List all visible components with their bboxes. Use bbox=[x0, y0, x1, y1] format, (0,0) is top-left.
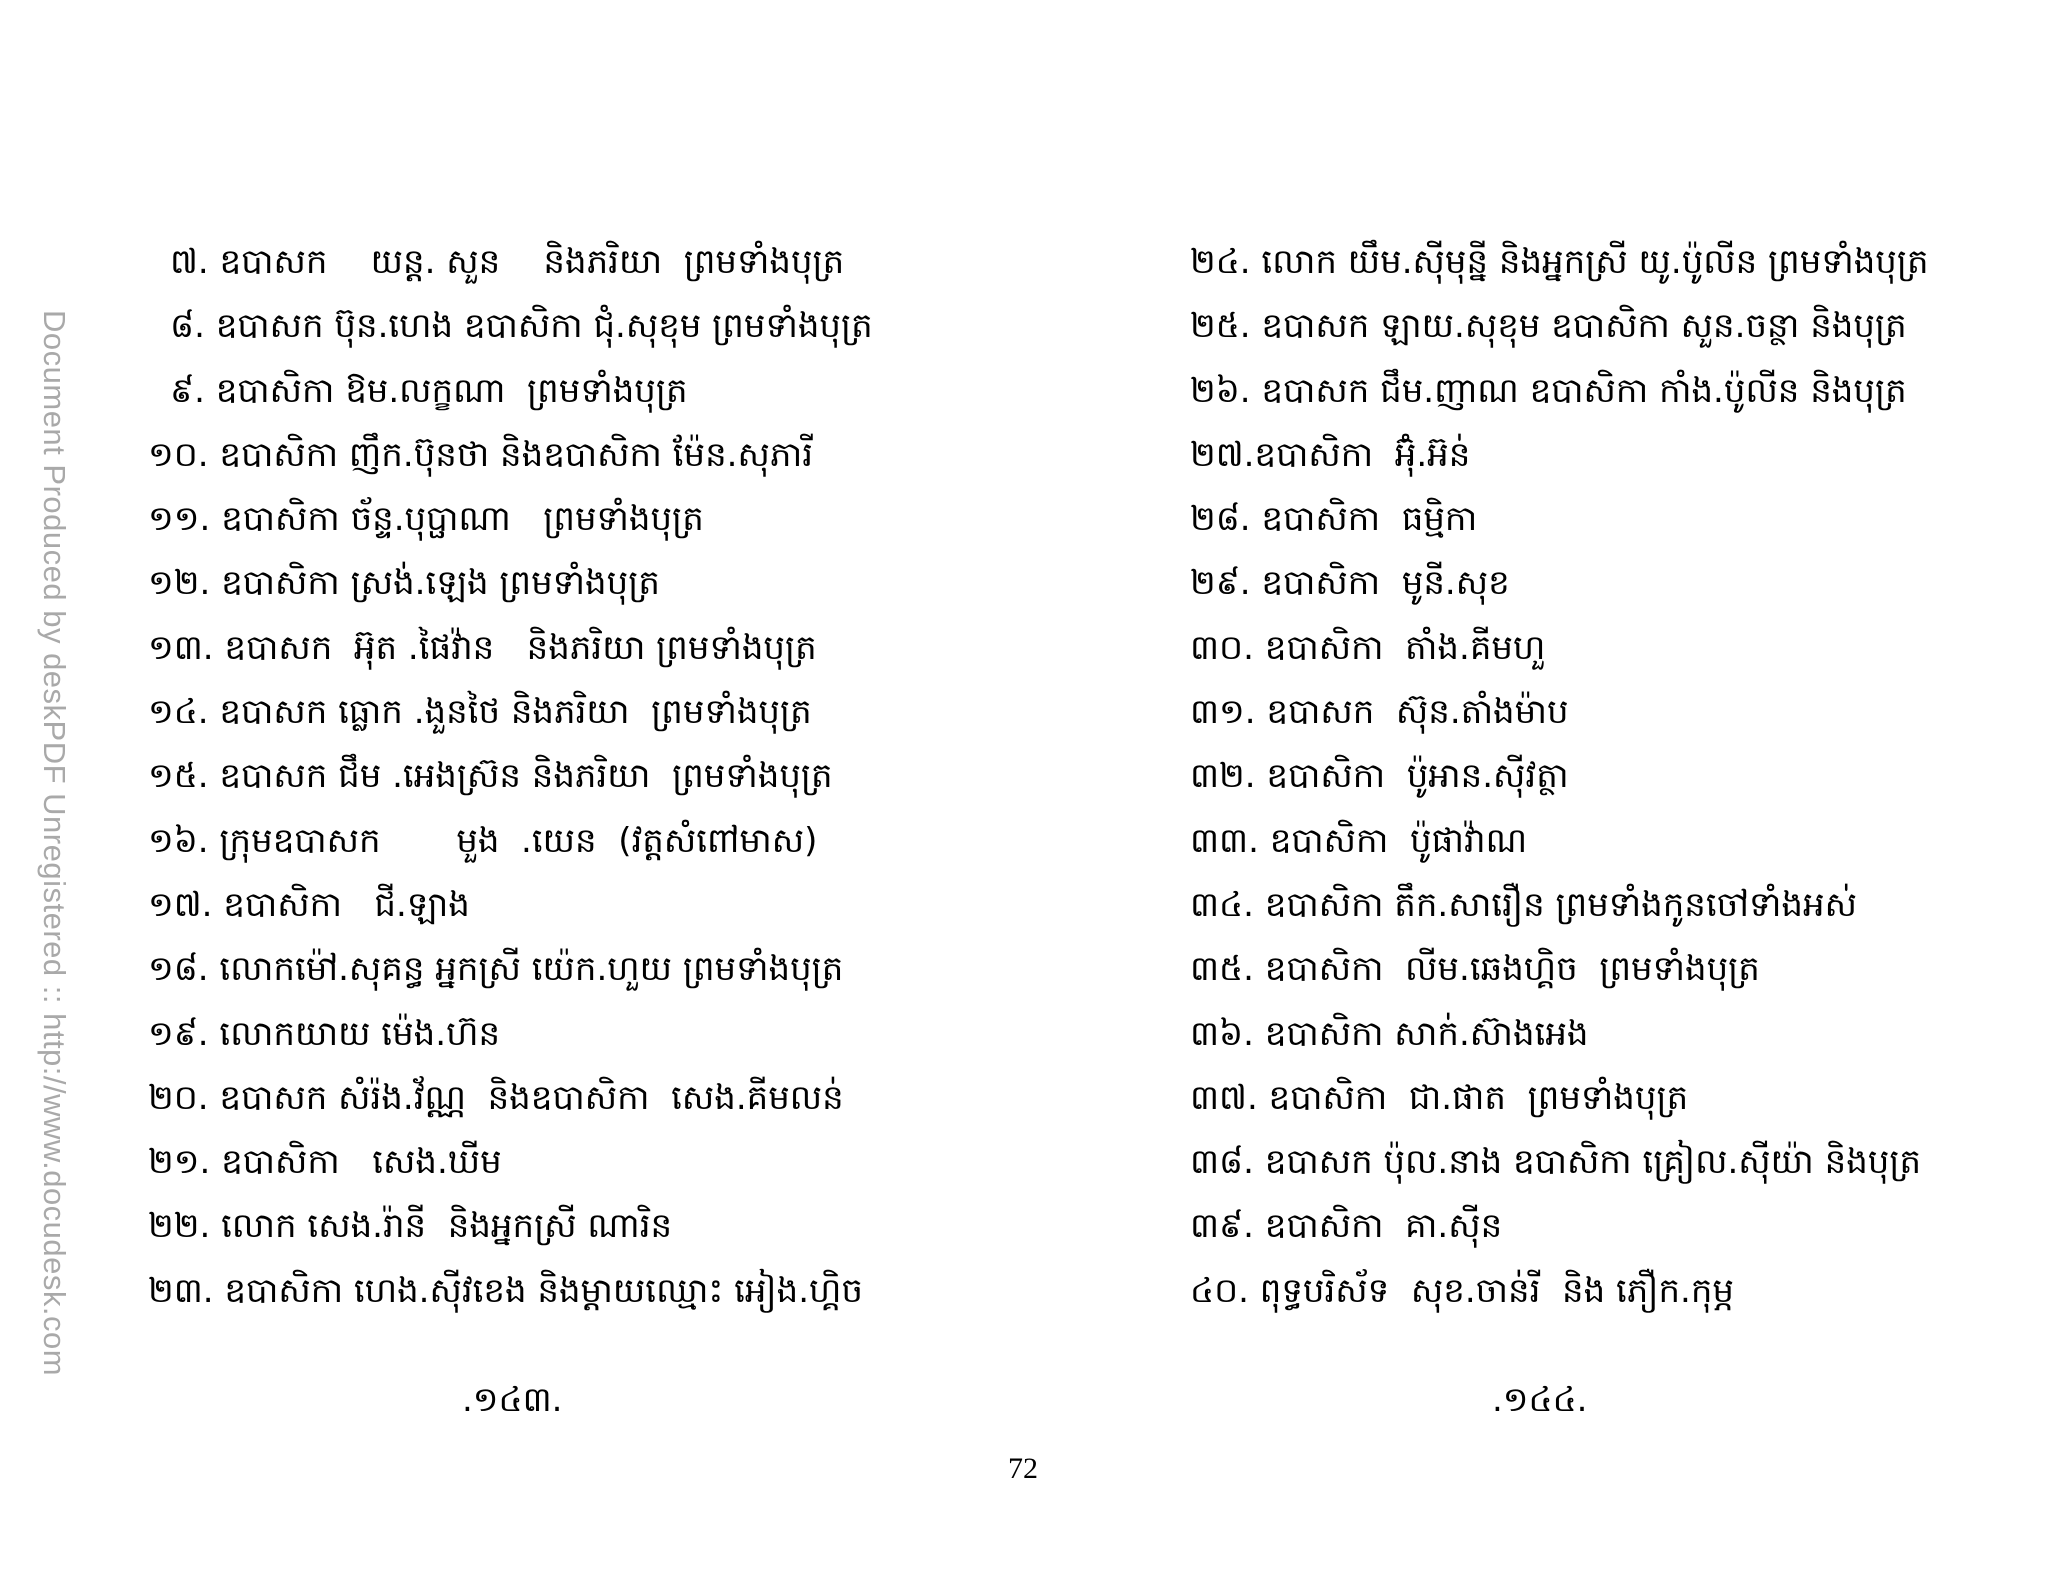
list-item: ៣១. ឧបាសក ស៊ុន.តាំងម៉ាប bbox=[1190, 692, 1569, 733]
list-item: ៣៦. ឧបាសិកា សាក់.ស៊ាងអេង bbox=[1190, 1013, 1589, 1054]
list-item: ២០. ឧបាសក សំរ៉ង.វ័ណ្ណ និងឧបាសិកា សេង.គីមលន់ bbox=[148, 1077, 844, 1118]
list-item: ៣៨. ឧបាសក ប៉ុល.នាង ឧបាសិកា គ្រៀល.ស៊ីយ៉ា និងបុត្រ bbox=[1190, 1142, 1922, 1183]
list-item: ២៩. ឧបាសិកា មូនី.សុខ bbox=[1190, 563, 1510, 604]
list-item: ៤០. ពុទ្ធបរិស័ទ សុខ.ចាន់រី និង ភឿក.កុម្ភ bbox=[1190, 1270, 1735, 1311]
list-item: ២២. លោក សេង.រ៉ានី និងអ្នកស្រី ណារិន bbox=[148, 1206, 673, 1247]
watermark-text: Document Produced by deskPDF Unregistered :: http://www.docudesk.com bbox=[37, 310, 72, 1377]
list-item: ៣៥. ឧបាសិកា លីម.ឆេងហ្គិច ព្រមទាំងបុត្រ bbox=[1190, 949, 1760, 990]
list-item: ២៨. ឧបាសិកា ធម្មិកា bbox=[1190, 499, 1478, 540]
list-item: ១៧. ឧបាសិកា ជី.ឡាង bbox=[148, 884, 470, 925]
left-page-number: .១៤៣. bbox=[462, 1380, 563, 1420]
list-item: ៣៧. ឧបាសិកា ជា.ផាត ព្រមទាំងបុត្រ bbox=[1190, 1077, 1689, 1118]
list-item: ២១. ឧបាសិកា សេង.ឃីម bbox=[148, 1142, 502, 1183]
list-item: ៣៩. ឧបាសិកា គា.ស៊ីន bbox=[1190, 1206, 1503, 1247]
list-item: ៣២. ឧបាសិកា ប៉ូអាន.ស៊ីវត្ថា bbox=[1190, 756, 1569, 797]
list-item: ១៥. ឧបាសក ជឹម .អេងស្រ៊ន និងភរិយា ព្រមទាំងបុត្រ bbox=[148, 756, 833, 797]
list-item: ៩. ឧបាសិកា ឱម.លក្ខណា ព្រមទាំងបុត្រ bbox=[170, 370, 688, 411]
list-item: ២៦. ឧបាសក ជឹម.ញាណ ឧបាសិកា កាំង.ប៉ូលីន និងបុត្រ bbox=[1190, 370, 1907, 411]
list-item: ២៤. លោក យឹម.ស៊ីមុន្នី និងអ្នកស្រី យូ.ប៉ូលីន ព្រមទាំងបុត្រ bbox=[1190, 242, 1929, 282]
list-item: ១៤. ឧបាសក ធ្លោក .ងួនថៃ និងភរិយា ព្រមទាំងបុត្រ bbox=[148, 692, 812, 733]
list-item: ១៨. លោកម៉ៅ.សុគន្ធ អ្នកស្រី យ៉េក.ហួយ ព្រមទាំងបុត្រ bbox=[148, 949, 844, 990]
list-item: ១០. ឧបាសិកា ញឹក.ប៊ុនថា និងឧបាសិកា ម៉ែន.សុភារី bbox=[148, 434, 814, 475]
left-column-list bbox=[148, 230, 873, 1323]
list-item: ២៧.ឧបាសិកា អ៊ុំ.អ៊ន់ bbox=[1190, 434, 1471, 475]
right-column-list bbox=[1190, 230, 1929, 1323]
list-item: ១៩. លោកយាយ ម៉េង.ហ៊ន bbox=[148, 1013, 501, 1054]
list-item: ៣៤. ឧបាសិកា តឹក.សារឿន ព្រមទាំងកូនចៅទាំងអស់ bbox=[1190, 884, 1857, 925]
list-item: ១២. ឧបាសិកា ស្រង់.ឡេង ព្រមទាំងបុត្រ bbox=[148, 563, 660, 604]
list-item: ៧. ឧបាសក យន្ត. សួន និងភរិយា ព្រមទាំងបុត្រ bbox=[170, 242, 845, 282]
list-item: ៣៣. ឧបាសិកា ប៉ូផាវ៉ាណ bbox=[1190, 820, 1528, 861]
list-item: ១១. ឧបាសិកា ច័ន្ទ.បុប្ផាណា ព្រមទាំងបុត្រ bbox=[148, 499, 704, 540]
right-page-number: .១៤៤. bbox=[1492, 1380, 1588, 1420]
list-item: ៣០. ឧបាសិកា តាំង.គីមហួ bbox=[1190, 627, 1546, 668]
list-item: ៨. ឧបាសក ប៊ុន.ហេង ឧបាសិកា ជុំ.សុខុម ព្រមទាំងបុត្រ bbox=[170, 306, 873, 347]
list-item: ១៦. ក្រុមឧបាសក មួង .យេន (វត្តសំពៅមាស) bbox=[148, 820, 818, 861]
footer-page-number: 72 bbox=[1008, 1452, 1038, 1485]
list-item: ២៣. ឧបាសិកា ហេង.ស៊ីវខេង និងម្តាយឈ្មោះ អៀង.ហ្គិច bbox=[148, 1270, 863, 1311]
list-item: ២៥. ឧបាសក ឡាយ.សុខុម ឧបាសិកា សួន.ចន្ថា និងបុត្រ bbox=[1190, 306, 1907, 347]
list-item: ១៣. ឧបាសក អ៊ុត .ផៃវ៉ាន និងភរិយា ព្រមទាំងបុត្រ bbox=[148, 627, 817, 668]
